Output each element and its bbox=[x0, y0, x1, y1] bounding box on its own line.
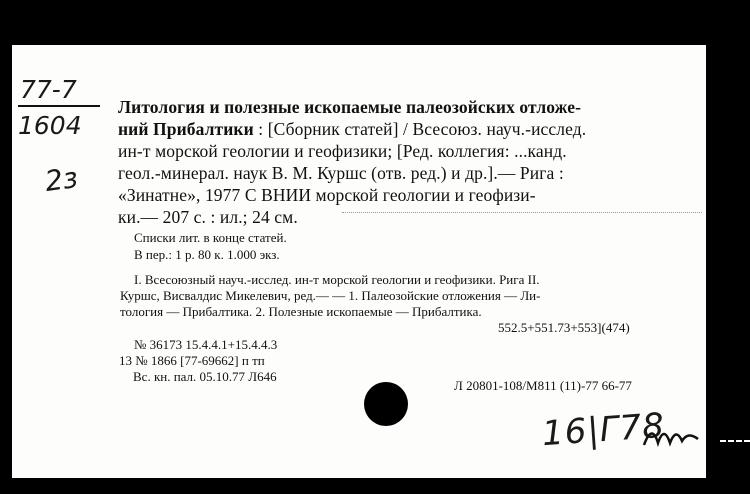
entry-line3: ин-т морской геологии и геофизики; [Ред. коллегия: ...канд. bbox=[118, 141, 567, 161]
entry-line6: ки.— 207 с. : ил.; 24 см. bbox=[118, 207, 298, 227]
entry-title-line1 bbox=[118, 97, 581, 118]
entry-note-binding: В пер.: 1 р. 80 к. 1.000 экз. bbox=[134, 247, 280, 262]
entry-line4: геол.-минерал. наук В. М. Куршс (отв. ред.) и др.].— Рига : bbox=[118, 163, 564, 183]
entry-title-bold-1: Литология и полезные ископаемые палеозойских отложе- bbox=[118, 97, 582, 117]
handwritten-mark: 2з bbox=[42, 160, 80, 199]
tracing-line3: тология — Прибалтика. 2. Полезные ископаемые — Прибалтика. bbox=[120, 304, 482, 319]
call-number-line1: 77-7 bbox=[20, 75, 77, 104]
order-code: Л 20801-108/М811 (11)-77 66-77 bbox=[454, 378, 632, 393]
punch-hole bbox=[364, 382, 408, 426]
entry-line2-rest: : [Сборник статей] / Всесоюз. науч.-исслед. bbox=[253, 119, 587, 139]
entry-note-bibliography: Списки лит. в конце статей. bbox=[134, 230, 287, 245]
classification-index: 552.5+551.73+553](474) bbox=[498, 320, 630, 335]
tracing-line2: Куршс, Висвалдис Микелевич, ред.— — 1. Палеозойские отложения — Ли- bbox=[120, 288, 541, 303]
signature-scribble bbox=[642, 417, 702, 458]
call-number-divider bbox=[18, 105, 100, 107]
order-number: 13 № 1866 [77-69662] п тп bbox=[119, 353, 265, 368]
entry-title-bold-2: ний Прибалтики bbox=[118, 119, 254, 139]
scan-noise-line bbox=[342, 212, 702, 213]
entry-title-line2 bbox=[118, 119, 586, 140]
call-number-line2: 1604 bbox=[18, 111, 82, 140]
chamber-date: Вс. кн. пал. 05.10.77 Л646 bbox=[133, 369, 277, 384]
scan-edge-artifact bbox=[720, 440, 750, 442]
registration-number: № 36173 15.4.4.1+15.4.4.3 bbox=[134, 337, 278, 352]
handwritten-signature: 16|Г78 bbox=[540, 405, 667, 455]
tracing-line1: I. Всесоюзный науч.-исслед. ин-т морской геологии и геофизики. Рига II. bbox=[134, 272, 540, 287]
entry-line5: «Зинатне», 1977 С ВНИИ морской геологии и геофизи- bbox=[118, 185, 536, 205]
catalog-card bbox=[12, 45, 706, 478]
